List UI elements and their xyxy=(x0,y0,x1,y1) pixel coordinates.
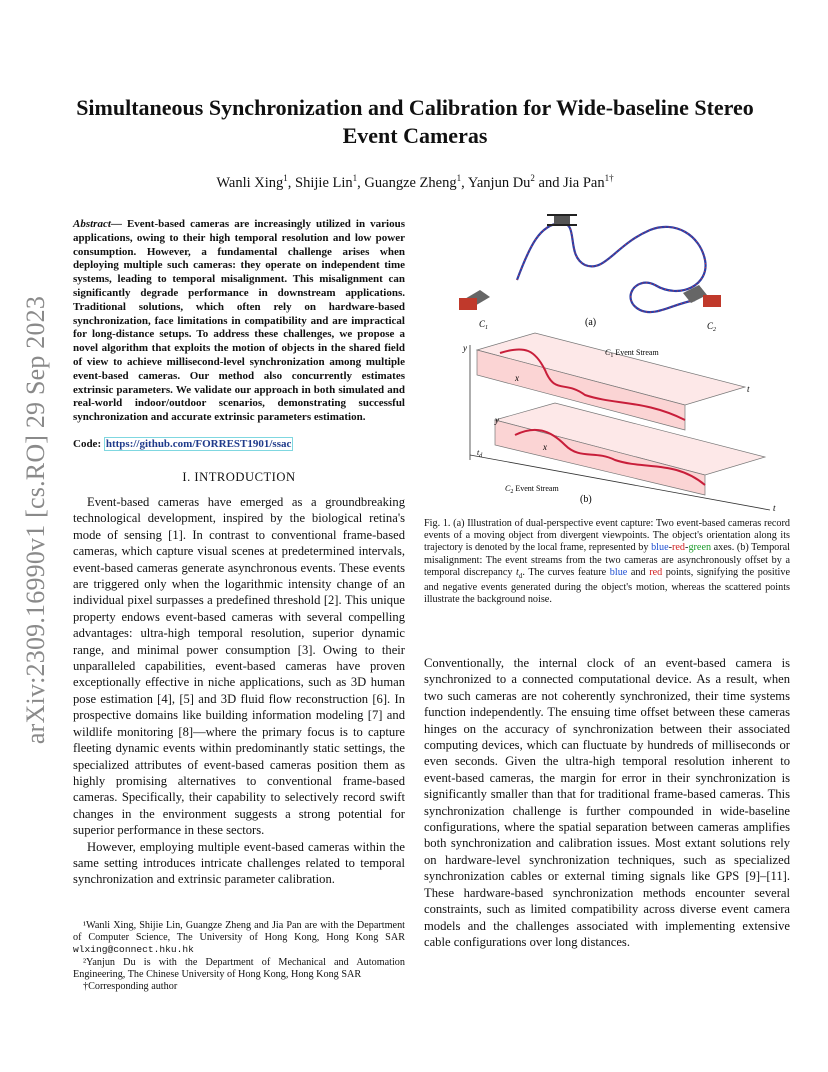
label-b: (b) xyxy=(580,494,592,505)
intro-body xyxy=(73,494,405,888)
figure-caption: Fig. 1. (a) Illustration of dual-perspective event capture: Two event-based cameras record events of a moving object from divergent viewpoints. The object's orientation along its trajectory is denoted by the local frame, represented by blue-red-green axes. (b) Temporal misalignment: The event streams from the two cameras are asynchronously offset by a temporal discrepancy $t_d$. The curves feature blue and red points, signifying the positive and negative events generated during the object's motion, whereas the scattered points illustrate the background noise. xyxy=(424,518,790,606)
author-name: Guangze Zheng xyxy=(364,174,457,191)
footnote-2: ²Yanjun Du is with the Department of Mechanical and Automation Engineering, The Chinese University of Hong Kong, Hong Kong SAR xyxy=(73,956,405,980)
svg-text:t: t xyxy=(747,384,750,394)
author-name: Wanli Xing xyxy=(216,174,284,191)
right-paragraph-1: Conventionally, the internal clock of an event-based camera is synchronized to a connected computational device. As a result, when two such cameras are not coherently synchronized, their time systems function independently. The ensuing time offset between these cameras hinges on the accuracy of synchronization between their associated computing devices, which can fluctuate by hundreds of milliseconds or even seconds. Given the ultra-high temporal resolution inherent to event-based cameras, the margin for error in their synchronization is significantly smaller than that for traditional frame-based cameras. This synchronization challenge is further compounded in wide-baseline configurations, where the spatial separation between cameras amplifies both synchronization and calibration issues. Most extant solutions rely on hardware-level synchronization techniques, such as specialized synchronization cables or external timing signals like GPS [9]–[11]. These hardware-based synchronization methods encounter several constraints, such as limited compatibility across diverse event camera models and the challenges associated with implementing extensive cable configurations over long distances. xyxy=(424,656,790,949)
figure-1-graphic xyxy=(455,205,790,515)
author-affiliation: 1 xyxy=(456,173,462,183)
footnote-1: ¹Wanli Xing, Shijie Lin, Guangze Zheng and Jia Pan are with the Department of Computer Science, The University of Hong Kong, Hong Kong SAR wlxing@connect.hku.hk xyxy=(73,920,405,956)
label-a: (a) xyxy=(585,317,597,328)
label-c1-stream: $C_1$ Event Stream xyxy=(605,348,659,359)
svg-text:x: x xyxy=(543,442,547,452)
section-heading: I. INTRODUCTION xyxy=(182,470,296,484)
figure-1 xyxy=(455,205,790,515)
svg-text:t: t xyxy=(773,503,776,513)
svg-text:y: y xyxy=(463,343,467,353)
arxiv-id: arXiv:2309.16990v1 [cs.RO] 29 Sep 2023 xyxy=(21,295,50,745)
intro-paragraph-1: Event-based cameras have emerged as a groundbreaking technological development, inspired by the biological retina's mode of sensing [1]. In contrast to conventional frame-based cameras, which capture visual scenes at predetermined intervals, event-based cameras generate asynchronous events. These events are triggered only when the logarithmic intensity change of an individual pixel surpasses a predefined threshold [2]. This unique property endows event-based cameras with several compelling advantages: ultra-high temporal resolution, superior dynamic range, and minimal power consumption [3]. Owing to their unparalleled capabilities, event-based cameras have proven exceptionally effective in niche applications, such as 3D human pose estimation [4], [5] and 3D fluid flow reconstruction [6]. In prospective domains like building information modeling [7] and wildlife monitoring [8]—where the primary focus is to capture fleeting dynamic events within predominantly static settings, the specialized attributes of event-based cameras position them as highly promising alternatives to conventional frame-based cameras. Specifically, their capability to selectively record swift changes in the environment suggests a strong potential for superior performance in these sectors. xyxy=(73,495,405,838)
abstract xyxy=(73,218,405,425)
abstract-label: Abstract xyxy=(73,218,111,230)
intro-paragraph-2: However, employing multiple event-based cameras within the same setting introduces intricate challenges related to temporal synchronization and extrinsic parameter calibration. xyxy=(73,839,405,887)
paper-title xyxy=(70,94,760,150)
author-affiliation: 1 xyxy=(352,173,358,183)
title-line-2: Event Cameras xyxy=(342,123,488,148)
author-affiliation: 2 xyxy=(530,173,535,183)
arxiv-sidebar xyxy=(6,260,66,780)
label-c2: $C_2$ xyxy=(707,321,717,333)
svg-text:y: y xyxy=(495,415,499,425)
code-line xyxy=(73,438,405,450)
abstract-text: Event-based cameras are increasingly utilized in various applications, owing to their high temporal resolution and low power consumption. However, a fundamental challenge arises when deploying multiple such cameras: they operate on independent time systems, leading to temporal misalignment. This misalignment can significantly degrade performance in downstream applications. Traditional solutions, which often rely on hardware-based synchronization, face limitations in compatibility and are impractical for long-distance setups. To address these challenges, we propose a novel algorithm that exploits the motion of objects in the shared field of view to achieve millisecond-level synchronization among multiple event-based cameras. Our method also concurrently estimates extrinsic parameters. We validate our approach in both simulated and real-world indoor/outdoor scenarios, demonstrating successful synchronization and accurate extrinsic parameters estimation. xyxy=(73,218,405,424)
abstract-dash: — xyxy=(110,218,127,230)
trajectory-curve xyxy=(517,223,706,312)
author-name: Jia Pan xyxy=(563,174,605,191)
footnote-email: wlxing@connect.hku.hk xyxy=(73,944,194,956)
camera-c1-icon xyxy=(459,290,490,310)
event-stream-c2 xyxy=(495,403,765,495)
author-affiliation: 1† xyxy=(604,173,614,183)
author-list: Wanli Xing$^1$, Shijie Lin$^1$, Guangze Zheng$^1$, Yanjun Du$^2$ and Jia Pan$^{1\dagger}$ xyxy=(216,173,614,191)
code-link[interactable]: https://github.com/FORREST1901/ssac xyxy=(105,438,292,450)
label-c1: $C_1$ xyxy=(479,319,489,331)
drone-icon xyxy=(547,215,577,225)
footnote-3: †Corresponding author xyxy=(83,981,178,993)
author-affiliation: 1 xyxy=(283,173,288,183)
right-column-body xyxy=(424,655,790,950)
author-name: Yanjun Du xyxy=(467,174,531,191)
title-line-1: Simultaneous Synchronization and Calibration for Wide-baseline Stereo xyxy=(76,95,754,120)
label-td: $t_d$ xyxy=(477,448,483,459)
footnotes xyxy=(73,920,405,993)
svg-text:x: x xyxy=(515,373,519,383)
code-label: Code: xyxy=(73,438,104,450)
label-c2-stream: $C_2$ Event Stream xyxy=(505,484,559,495)
author-name: Shijie Lin xyxy=(295,174,353,191)
